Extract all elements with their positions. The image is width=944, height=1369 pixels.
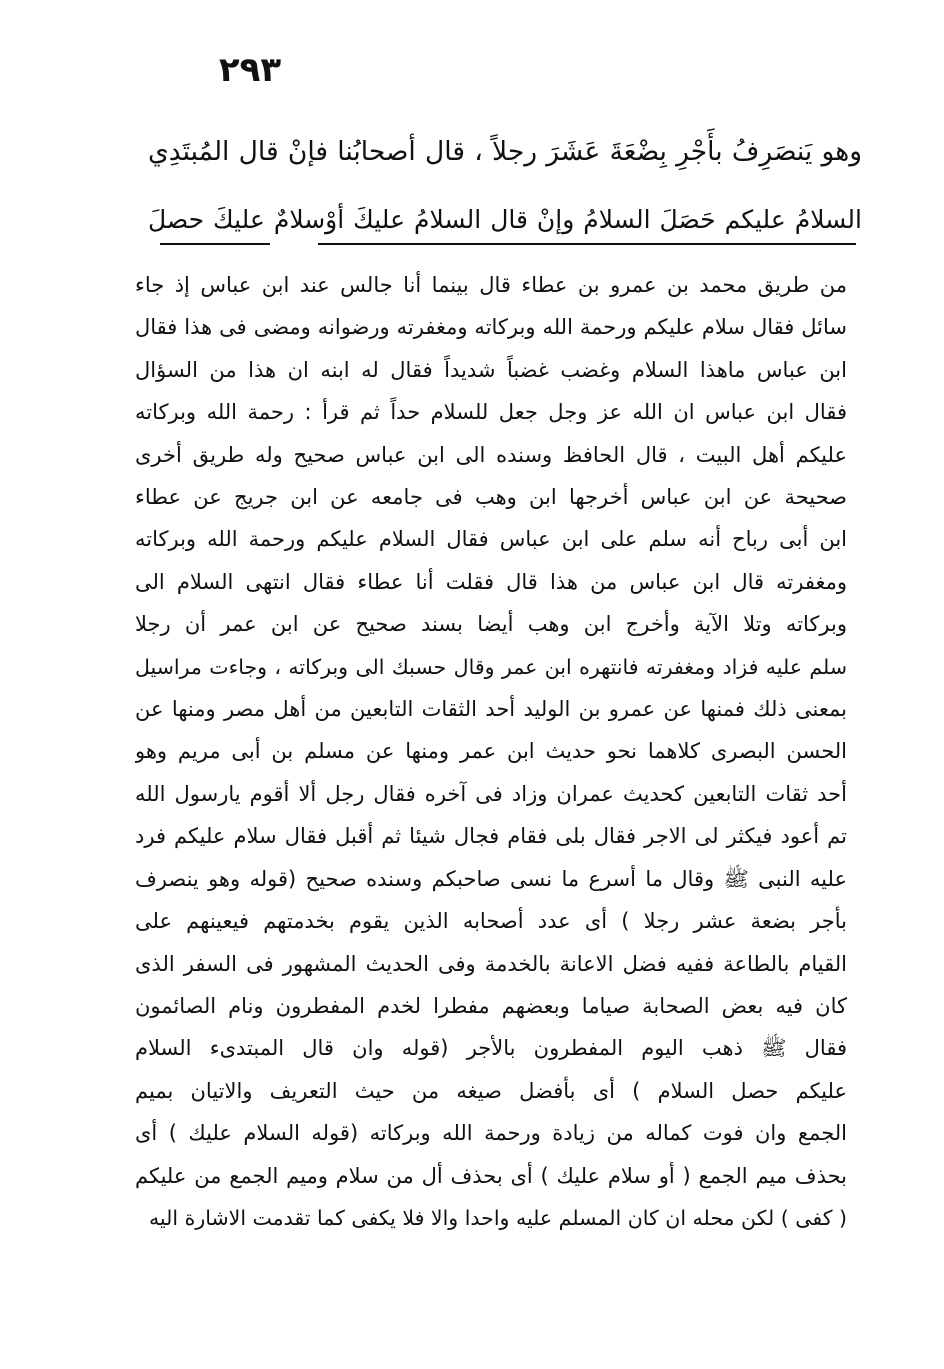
matn-line: السلامُ عليكم حَصَلَ السلامُ وإنْ قال السلامُ عليكَ أوْسلامٌ عليكَ حصلَ [148, 205, 862, 234]
matn-text [148, 118, 862, 254]
commentary-line: فقال ابن عباس ان الله عز وجل جعل للسلام حداً ثم قرأ : رحمة الله وبركاته [135, 400, 847, 425]
page-number: ٢٩٣ [218, 50, 282, 90]
divider-line-right [318, 243, 856, 245]
commentary-line: ابن عباس ماهذا السلام وغضب غضباً شديداً فقال له ابنه ان هذا من السؤال [135, 357, 847, 382]
commentary-line: ومغفرته قال ابن عباس من هذا قال فقلت أنا عطاء فقال انتهى السلام الى [135, 569, 847, 594]
commentary-line: وبركاته وتلا الآية وأخرج ابن وهب أيضا بسند صحيح عن ابن عمر أن رجلا [135, 612, 847, 637]
commentary-text [135, 264, 847, 1239]
divider-line-left [160, 243, 270, 245]
commentary-line: سلم عليه فزاد ومغفرته فانتهره ابن عمر وقال حسبك الى وبركاته ، وجاءت مراسيل [135, 654, 847, 679]
commentary-line: أحد ثقات التابعين كحديث عمران وزاد فى آخره فقال رجل ألا أقوم يارسول الله [135, 781, 847, 806]
commentary-line: عليه النبى ﷺ وقال ما أسرع ما نسى صاحبكم وسنده صحيح (قوله وهو ينصرف [135, 866, 847, 891]
matn-line: وهو يَنصَرِفُ بأَجْرِ بِضْعَةَ عَشَرَ رجلاً ، قال أصحابُنا فإنْ قال المُبتَدِي [148, 136, 862, 167]
commentary-line: عليكم حصل السلام ) أى بأفضل صيغه من حيث التعريف والاتيان بميم [135, 1078, 847, 1103]
commentary-line: ( كفى ) لكن محله ان كان المسلم عليه واحدا والا فلا يكفى كما تقدمت الاشارة اليه [148, 1205, 847, 1230]
commentary-line: الجمع وان فوت كماله من زيادة ورحمة الله وبركاته (قوله السلام عليك ) أى [135, 1121, 847, 1146]
commentary-line: سائل فقال سلام عليكم ورحمة الله وبركاته ومغفرته ورضوانه ومضى فى هذا فقال [135, 315, 847, 340]
commentary-line: ابن أبى رباح أنه سلم على ابن عباس فقال السلام عليكم ورحمة الله وبركاته [135, 527, 847, 552]
commentary-line: بمعنى ذلك فمنها عن عمرو بن الوليد أحد الثقات التابعين من أهل مصر ومنها عن [135, 697, 847, 722]
commentary-line: صحيحة عن ابن عباس أخرجها ابن وهب فى جامعه عن ابن جريج عن عطاء [135, 485, 847, 510]
commentary-line: الحسن البصرى كلاهما نحو حديث ابن عمر ومنها عن مسلم بن أبى مريم وهو [135, 739, 847, 764]
commentary-line: كان فيه بعض الصحابة صياما وبعضهم مفطرا لخدم المفطرون ونام الصائمون [135, 993, 847, 1018]
commentary-line: القيام بالطاعة ففيه فضل الاعانة بالخدمة وفى الحديث المشهور فى السفر الذى [135, 951, 847, 976]
commentary-line: عليكم أهل البيت ، قال الحافظ وسنده الى ابن عباس صحيح وله طريق أخرى [135, 442, 847, 467]
commentary-line: بأجر بضعة عشر رجلا ) أى عدد أصحابه الذين يقوم بخدمتهم فيعينهم على [135, 909, 847, 934]
commentary-line: تم أعود فيكثر لى الاجر فقال بلى فقام فجال شيئا ثم أقبل فقال سلام عليكم فرد [135, 824, 847, 849]
commentary-line: من طريق محمد بن عمرو بن عطاء قال بينما أنا جالس عند ابن عباس إذ جاء [135, 273, 847, 297]
commentary-line: بحذف ميم الجمع ( أو سلام عليك ) أى بحذف أل من سلام وميم الجمع من عليكم [135, 1163, 847, 1188]
commentary-line: فقال ﷺ ذهب اليوم المفطرون بالأجر (قوله وان قال المبتدىء السلام [135, 1036, 847, 1061]
